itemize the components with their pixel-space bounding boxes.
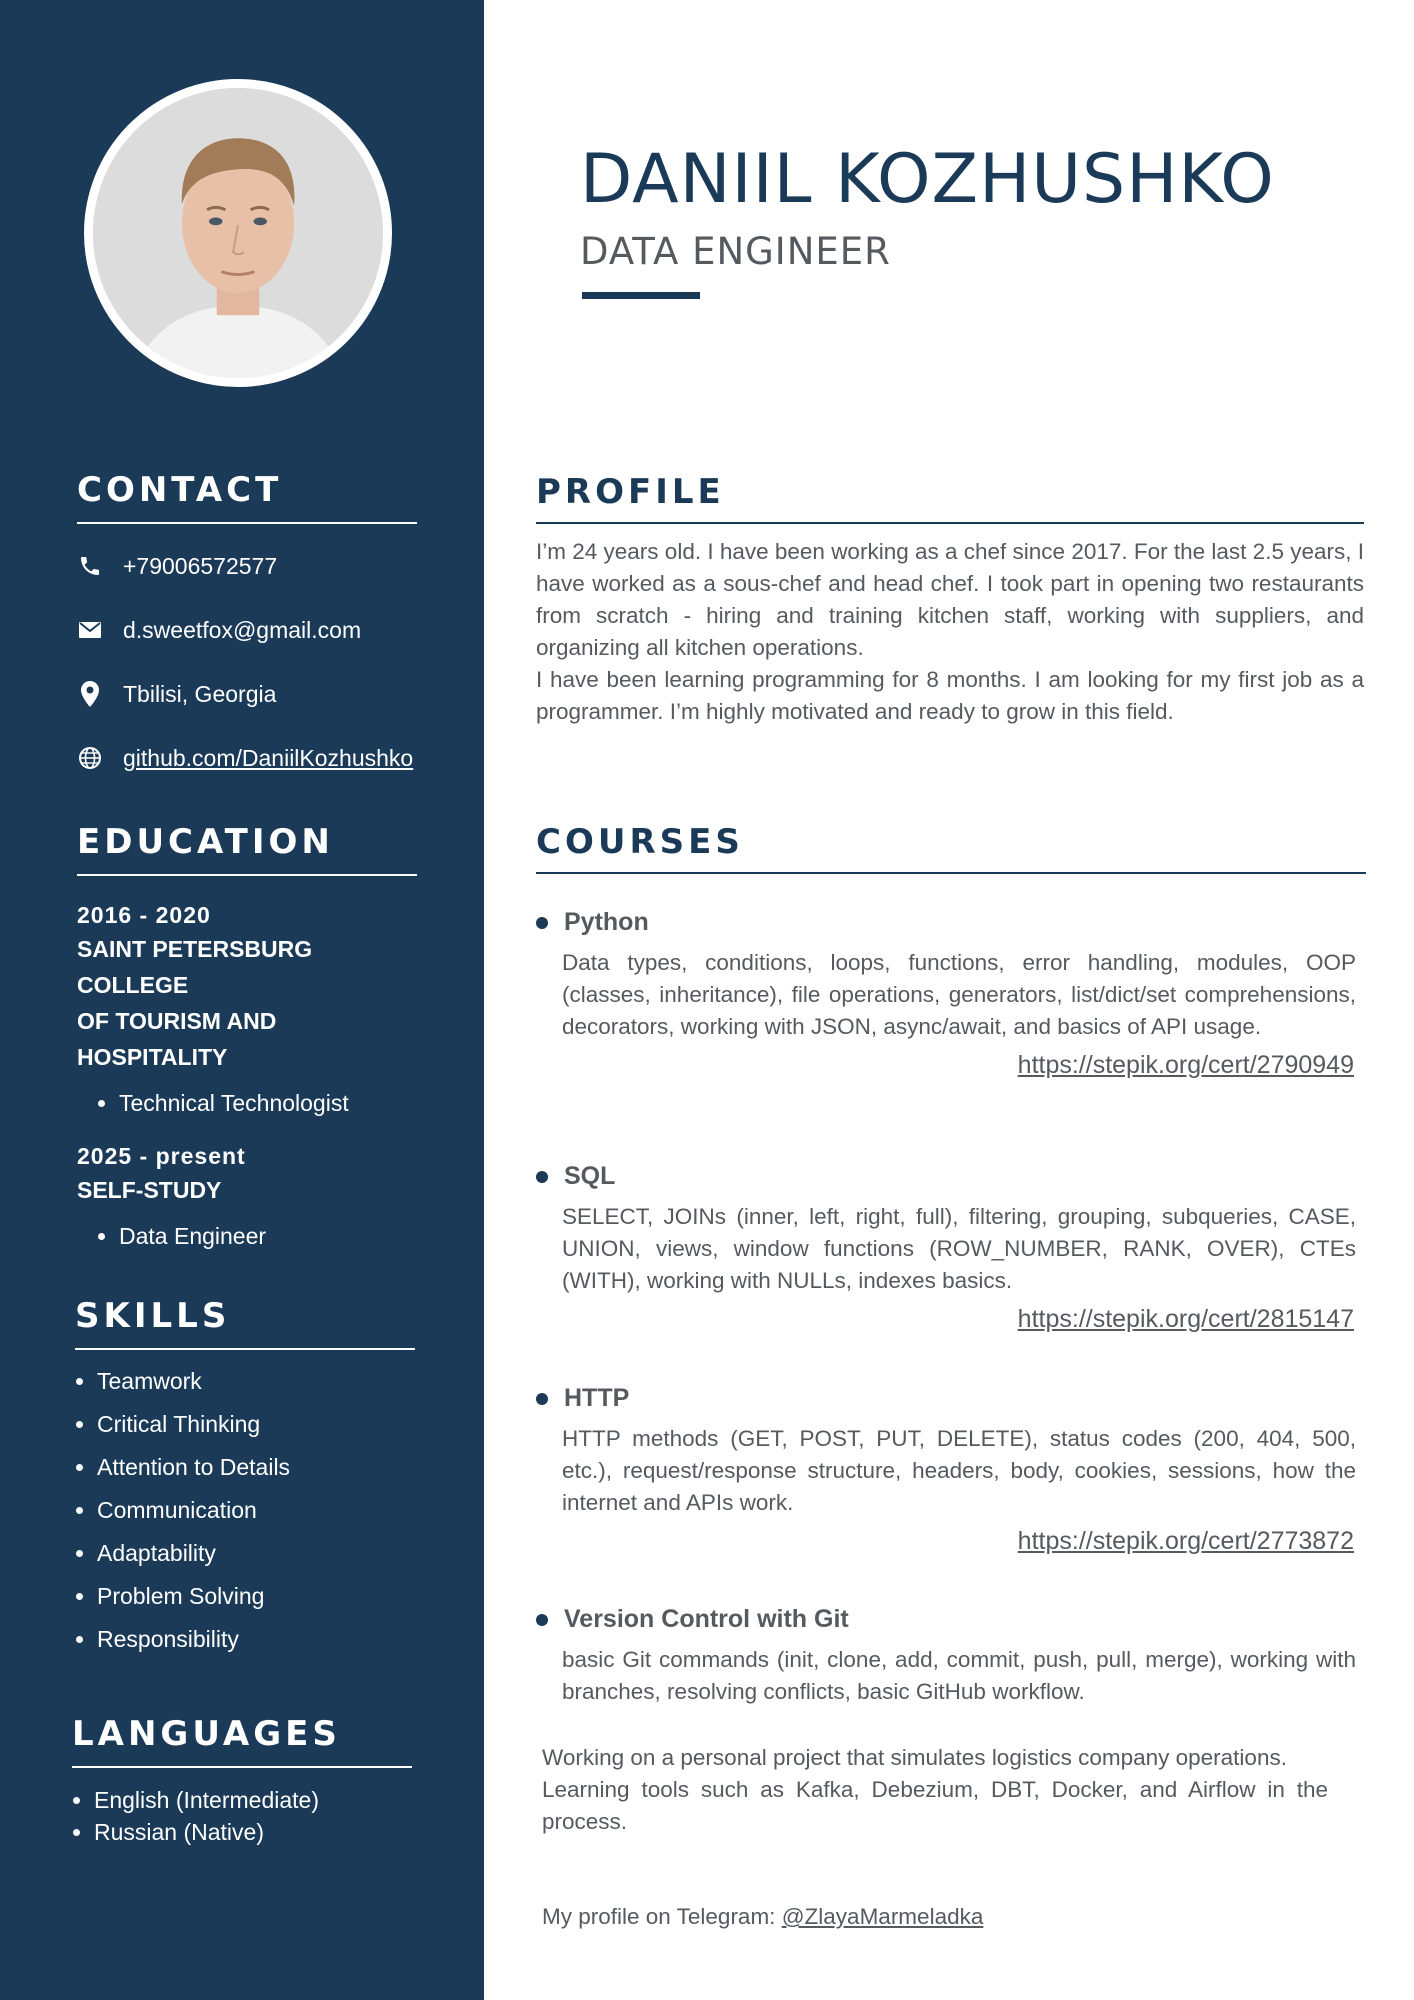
title-underline (582, 292, 700, 299)
bullet-icon (536, 1614, 548, 1626)
course-item (536, 908, 1356, 1080)
course-description: HTTP methods (GET, POST, PUT, DELETE), status codes (200, 404, 500, etc.), request/response structure, headers, body, cookies, sessions, how the internet and APIs work. (562, 1426, 1356, 1515)
course-name: HTTP (564, 1384, 630, 1412)
portrait-image (93, 88, 383, 378)
education-detail: • Technical Technologist (119, 1085, 417, 1121)
certificate-link[interactable]: https://stepik.org/cert/2773872 (1017, 1527, 1354, 1555)
course-item (536, 1384, 1356, 1556)
course-item (536, 1605, 1356, 1708)
job-title: DATA ENGINEER (580, 230, 891, 273)
contact-website (77, 726, 417, 790)
courses-heading: COURSES (536, 822, 1366, 874)
course-title (536, 908, 1356, 937)
skill-item: • Teamwork (97, 1360, 415, 1403)
skill-item: • Problem Solving (97, 1575, 415, 1618)
education-detail: • Data Engineer (119, 1218, 417, 1254)
globe-icon (77, 745, 103, 771)
school-line: SAINT PETERSBURG COLLEGE (77, 936, 313, 998)
telegram-label: My profile on Telegram: (542, 1904, 782, 1929)
profile-photo (84, 79, 392, 387)
course-name: Version Control with Git (564, 1605, 849, 1633)
course-title (536, 1605, 1356, 1634)
mail-icon (77, 617, 103, 643)
school-line: OF TOURISM AND (77, 1008, 277, 1034)
language-item: • English (Intermediate) (94, 1784, 412, 1816)
profile-section (536, 472, 1364, 728)
profile-text (536, 536, 1364, 728)
education-period: 2025 - present (77, 1143, 246, 1169)
certificate-link[interactable]: https://stepik.org/cert/2790949 (1017, 1051, 1354, 1079)
education-entry (77, 902, 417, 1121)
education-period: 2016 - 2020 (77, 902, 211, 928)
bullet-icon (536, 1171, 548, 1183)
location-text: Tbilisi, Georgia (123, 680, 277, 707)
profile-heading: PROFILE (536, 472, 1364, 524)
skills-section (75, 1296, 415, 1661)
skill-item: • Responsibility (97, 1618, 415, 1661)
project-paragraph: Working on a personal project that simulates logistics company operations. (542, 1745, 1287, 1770)
education-school (77, 931, 417, 1075)
languages-heading: LANGUAGES (72, 1714, 412, 1768)
github-link[interactable]: github.com/DaniilKozhushko (123, 744, 414, 771)
profile-paragraph: I’m 24 years old. I have been working as a chef since 2017. For the last 2.5 years, I have worked as a sous-chef and head chef. I took part in opening two restaurants from scratch - hiring and training kitchen staff, working with suppliers, and organizing all kitchen operations. (536, 539, 1364, 660)
course-certificate (536, 1305, 1354, 1334)
bullet-icon (536, 1393, 548, 1405)
course-name: SQL (564, 1162, 616, 1190)
course-description: Data types, conditions, loops, functions, error handling, modules, OOP (classes, inheritance), file operations, generators, list/dict/set comprehensions, decorators, working with JSON, async/await, and basics of API usage. (562, 950, 1356, 1039)
languages-list (72, 1784, 412, 1848)
education-entry (77, 1143, 417, 1254)
education-heading: EDUCATION (77, 822, 417, 876)
course-name: Python (564, 908, 649, 936)
languages-section (72, 1714, 412, 1848)
course-description: SELECT, JOINs (inner, left, right, full), filtering, grouping, subqueries, CASE, UNION, views, window functions (ROW_NUMBER, RANK, OVER), CTEs (WITH), working with NULLs, indexes basics. (562, 1204, 1356, 1293)
education-section (77, 822, 417, 1254)
phone-number: +79006572577 (123, 552, 278, 579)
skill-item: • Critical Thinking (97, 1403, 415, 1446)
skill-item: • Attention to Details (97, 1446, 415, 1489)
education-details (77, 1085, 417, 1121)
profile-paragraph: I have been learning programming for 8 months. I am looking for my first job as a programmer. I’m highly motivated and ready to grow in this field. (536, 667, 1364, 724)
bullet-icon (536, 917, 548, 929)
school-line: SELF-STUDY (77, 1177, 222, 1203)
course-certificate (536, 1051, 1354, 1080)
contact-location (77, 662, 417, 726)
email-address[interactable]: d.sweetfox@gmail.com (123, 616, 362, 643)
course-item (536, 1162, 1356, 1334)
sidebar (0, 0, 484, 2000)
skills-list (75, 1360, 415, 1661)
courses-section (536, 822, 1366, 874)
education-school (77, 1172, 417, 1208)
contact-heading: CONTACT (77, 470, 417, 524)
language-item: • Russian (Native) (94, 1816, 412, 1848)
course-certificate (536, 1527, 1354, 1556)
phone-icon (77, 553, 103, 579)
certificate-link[interactable]: https://stepik.org/cert/2815147 (1017, 1305, 1354, 1333)
contact-email (77, 598, 417, 662)
telegram-line (542, 1904, 983, 1930)
contact-section (77, 470, 417, 790)
project-notes (542, 1742, 1328, 1838)
education-details (77, 1218, 417, 1254)
school-line: HOSPITALITY (77, 1044, 228, 1070)
course-description: basic Git commands (init, clone, add, commit, push, pull, merge), working with branches, resolving conflicts, basic GitHub workflow. (562, 1647, 1356, 1704)
skills-heading: SKILLS (75, 1296, 415, 1350)
person-name: DANIIL KOZHUSHKO (580, 140, 1275, 219)
contact-phone (77, 534, 417, 598)
course-title (536, 1384, 1356, 1413)
skill-item: • Adaptability (97, 1532, 415, 1575)
telegram-link[interactable]: @ZlayaMarmeladka (781, 1904, 984, 1929)
project-paragraph: Learning tools such as Kafka, Debezium, DBT, Docker, and Airflow in the process. (542, 1777, 1328, 1834)
location-icon (77, 681, 103, 707)
course-title (536, 1162, 1356, 1191)
skill-item: • Communication (97, 1489, 415, 1532)
